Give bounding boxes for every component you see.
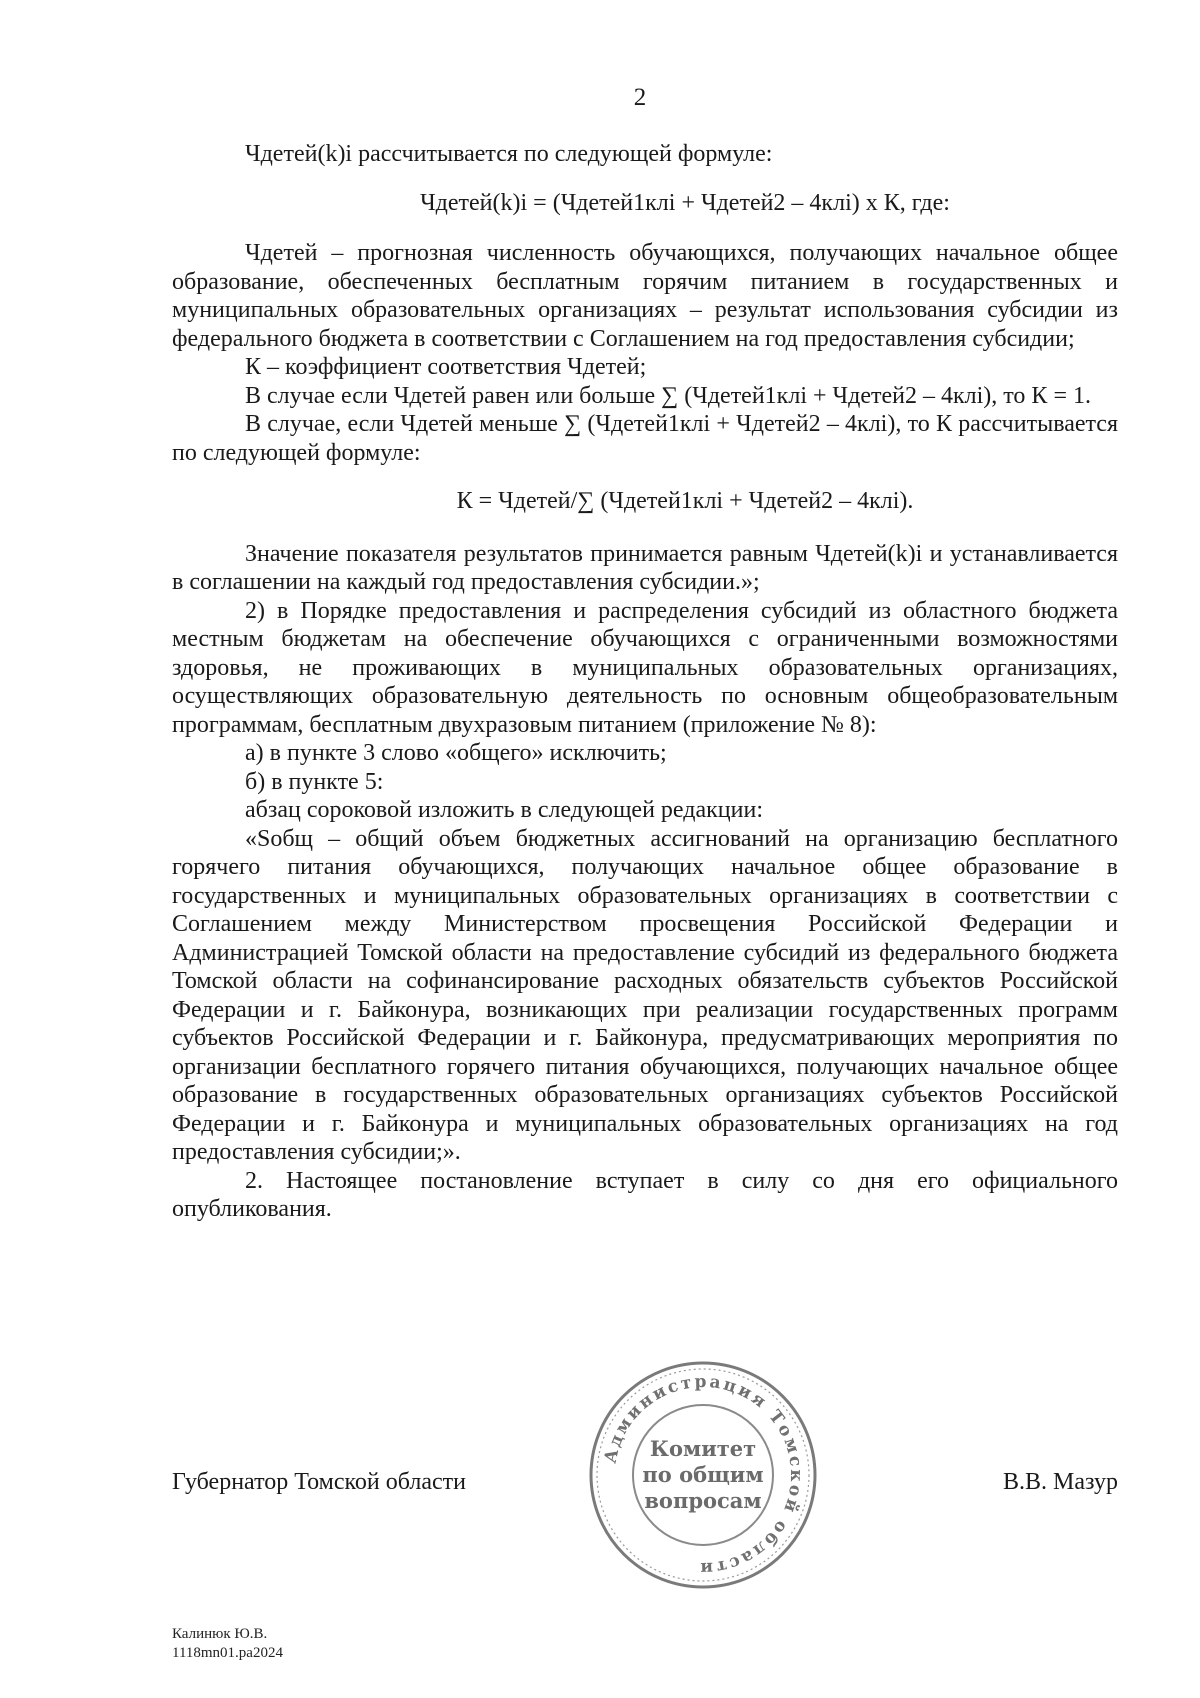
paragraph-amendment-2: 2) в Порядке предоставления и распределения субсидий из областного бюджета местным бюджетам на обеспечение обучающихся с ограниченными возможностями здоровья, не проживающих в муниципальных образовательных организациях, осуществляющих образовательную деятельность по основным общеобразовательным программам, бесплатным двухразовым питанием (приложение № 8): bbox=[172, 597, 1118, 738]
paragraph-item-a: а) в пункте 3 слово «общего» исключить; bbox=[245, 740, 667, 766]
footer-doc-code: 1118mn01.pa2024 bbox=[172, 1645, 283, 1661]
seal-ring-text: Администрация Томской области bbox=[600, 1371, 807, 1579]
paragraph-formula-intro: Чдетей(k)i рассчитывается по следующей формуле: bbox=[245, 141, 773, 167]
paragraph-indicator-value: Значение показателя результатов принимается равным Чдетей(k)i и устанавливается в соглашении на каждый год предоставления субсидии.»; bbox=[172, 540, 1118, 595]
seal-center-text bbox=[586, 1358, 820, 1592]
footer-author: Калинюк Ю.В. bbox=[172, 1626, 268, 1642]
paragraph-effective-date: 2. Настоящее постановление вступает в силу со дня его официального опубликования. bbox=[172, 1167, 1118, 1222]
paragraph-abzac: абзац сороковой изложить в следующей редакции: bbox=[245, 797, 763, 823]
seal-line-3: вопросам bbox=[644, 1488, 762, 1513]
paragraph-sobsh-definition: «Sобщ – общий объем бюджетных ассигнований на организацию бесплатного горячего питания обучающихся, получающих начальное общее образование в государственных и муниципальных образовательных организациях в соответствии с Соглашением между Министерством просвещения Российской Федерации и Администрацией Томской области на предоставление субсидий из федерального бюджета Томской области на софинансирование расходных обязательств субъектов Российской Федерации и г. Байконура, возникающих при реализации государственных программ субъектов Российской Федерации и г. Байконура, предусматривающих мероприятия по организации бесплатного горячего питания обучающихся, получающих начальное общее образование в государственных образовательных организациях субъектов Российской Федерации и г. Байконура и муниципальных образовательных организациях на год предоставления субсидии;». bbox=[172, 825, 1118, 1165]
page-number: 2 bbox=[633, 84, 647, 111]
official-seal-stamp bbox=[586, 1358, 820, 1592]
formula-k: К = Чдетей/∑ (Чдетей1клi + Чдетей2 – 4клi). bbox=[456, 488, 914, 514]
seal-line-2: по общим bbox=[642, 1462, 764, 1487]
paragraph-definition-k: К – коэффициент соответствия Чдетей; bbox=[245, 354, 647, 380]
footer-executor bbox=[172, 1625, 283, 1663]
signatory-position: Губернатор Томской области bbox=[172, 1469, 466, 1495]
paragraph-k-calculated: В случае, если Чдетей меньше ∑ (Чдетей1клi + Чдетей2 – 4клi), то К рассчитывается по следующей формуле: bbox=[172, 411, 1118, 466]
paragraph-item-b: б) в пункте 5: bbox=[245, 768, 384, 795]
seal-line-1: Комитет bbox=[649, 1436, 757, 1461]
paragraph-definition-children: Чдетей – прогнозная численность обучающихся, получающих начальное общее образование, обеспеченных бесплатным горячим питанием в государственных и муниципальных образовательных организациях – результат использования субсидии из федерального бюджета в соответствии с Соглашением на год предоставления субсидии; bbox=[172, 240, 1118, 352]
paragraph-k-equals-one: В случае если Чдетей равен или больше ∑ (Чдетей1клi + Чдетей2 – 4клi), то К = 1. bbox=[245, 382, 1091, 409]
signatory-name: В.В. Мазур bbox=[1003, 1469, 1118, 1495]
document-body bbox=[172, 140, 1118, 1224]
formula-children-count: Чдетей(k)i = (Чдетей1клi + Чдетей2 – 4клi) х К, где: bbox=[420, 189, 950, 216]
